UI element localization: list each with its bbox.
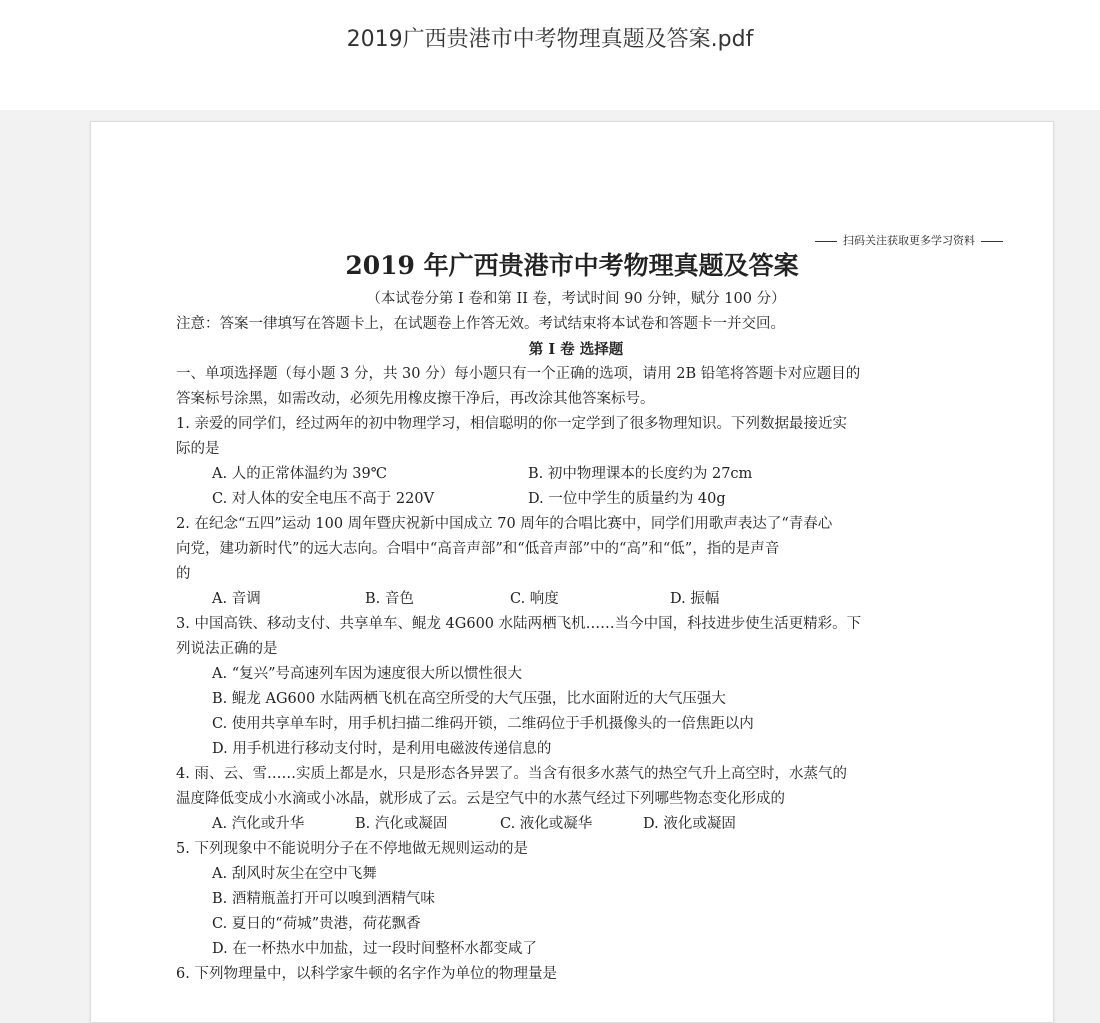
q4-option-d: D. 液化或凝固 [643,816,736,832]
q3-option-d: D. 用手机进行移动支付时，是利用电磁波传递信息的 [212,741,552,757]
question-2-options [176,587,976,612]
file-title: 2019广西贵港市中考物理真题及答案.pdf [346,27,754,52]
question-1-line2: 际的是 [176,441,220,457]
q2-option-b: B. 音色 [365,591,414,607]
q3-option-c: C. 使用共享单车时，用手机扫描二维码开锁，二维码位于手机摄像头的一倍焦距以内 [212,716,754,732]
question-2-line1: 2. 在纪念“五四”运动 100 周年暨庆祝新中国成立 70 周年的合唱比赛中，同学们用歌声表达了“青春心 [176,516,833,532]
watermark-text: 扫码关注获取更多学习资料 [843,234,975,247]
q1-option-a: A. 人的正常体温约为 39℃ [212,466,387,482]
q4-option-b: B. 汽化或凝固 [355,816,448,832]
q2-option-a: A. 音调 [212,591,261,607]
section-heading: 第 I 卷 选择题 [528,341,624,358]
q4-option-a: A. 汽化或升华 [212,816,305,832]
question-2-line2: 向党，建功新时代”的远大志向。合唱中“高音声部”和“低音声部”中的“高”和“低”，指的是声音 [176,541,780,557]
q1-option-b: B. 初中物理课本的长度约为 27cm [528,466,753,482]
document-page[interactable] [90,121,1054,1023]
question-2-line3: 的 [176,566,191,582]
question-3-line1: 3. 中国高铁、移动支付、共享单车、鲲龙 4G600 水陆两栖飞机……当今中国，科技进步使生活更精彩。下 [176,616,862,632]
exam-subtitle: （本试卷分第 I 卷和第 II 卷，考试时间 90 分钟，赋分 100 分） [366,291,786,307]
q2-option-c: C. 响度 [510,591,559,607]
q2-option-d: D. 振幅 [670,591,720,607]
q5-option-d: D. 在一杯热水中加盐，过一段时间整杯水都变咸了 [212,941,537,957]
question-1-options-row1 [176,462,976,487]
question-6-line1: 6. 下列物理量中，以科学家牛顿的名字作为单位的物理量是 [176,966,557,982]
q4-option-c: C. 液化或凝华 [500,816,593,832]
document-body [176,287,976,987]
q5-option-c: C. 夏日的“荷城”贵港，荷花飘香 [212,916,421,932]
q1-option-d: D. 一位中学生的质量约为 40g [528,491,726,507]
viewer-header [0,0,1100,110]
question-1-options-row2 [176,487,976,512]
part1-instructions-line2: 答案标号涂黑，如需改动，必须先用橡皮擦干净后，再改涂其他答案标号。 [176,391,655,407]
document-title: 2019 年广西贵港市中考物理真题及答案 [345,251,799,280]
question-3-line2: 列说法正确的是 [176,641,278,657]
question-4-line2: 温度降低变成小水滴或小冰晶，就形成了云。云是空气中的水蒸气经过下列哪些物态变化形成的 [176,791,785,807]
q1-option-c: C. 对人体的安全电压不高于 220V [212,491,435,507]
q5-option-b: B. 酒精瓶盖打开可以嗅到酒精气味 [212,891,435,907]
q5-option-a: A. 刮风时灰尘在空中飞舞 [212,866,377,882]
question-1-line1: 1. 亲爱的同学们，经过两年的初中物理学习，相信聪明的你一定学到了很多物理知识。下列数据最接近实 [176,416,847,432]
q3-option-b: B. 鲲龙 AG600 水陆两栖飞机在高空所受的大气压强，比水面附近的大气压强大 [212,691,726,707]
part1-instructions-line1: 一、单项选择题（每小题 3 分，共 30 分）每小题只有一个正确的选项，请用 2B 铅笔将答题卡对应题目的 [176,366,861,382]
question-4-options [176,812,976,837]
watermark-rule-right [981,241,1003,242]
exam-notice: 注意：答案一律填写在答题卡上，在试题卷上作答无效。考试结束将本试卷和答题卡一并交回。 [176,316,785,332]
question-4-line1: 4. 雨、云、雪……实质上都是水，只是形态各异罢了。当含有很多水蒸气的热空气升上高空时，水蒸气的 [176,766,847,782]
q3-option-a: A. “复兴”号高速列车因为速度很大所以惯性很大 [212,666,523,682]
question-5-line1: 5. 下列现象中不能说明分子在不停地做无规则运动的是 [176,841,528,857]
watermark-rule-left [815,241,837,242]
